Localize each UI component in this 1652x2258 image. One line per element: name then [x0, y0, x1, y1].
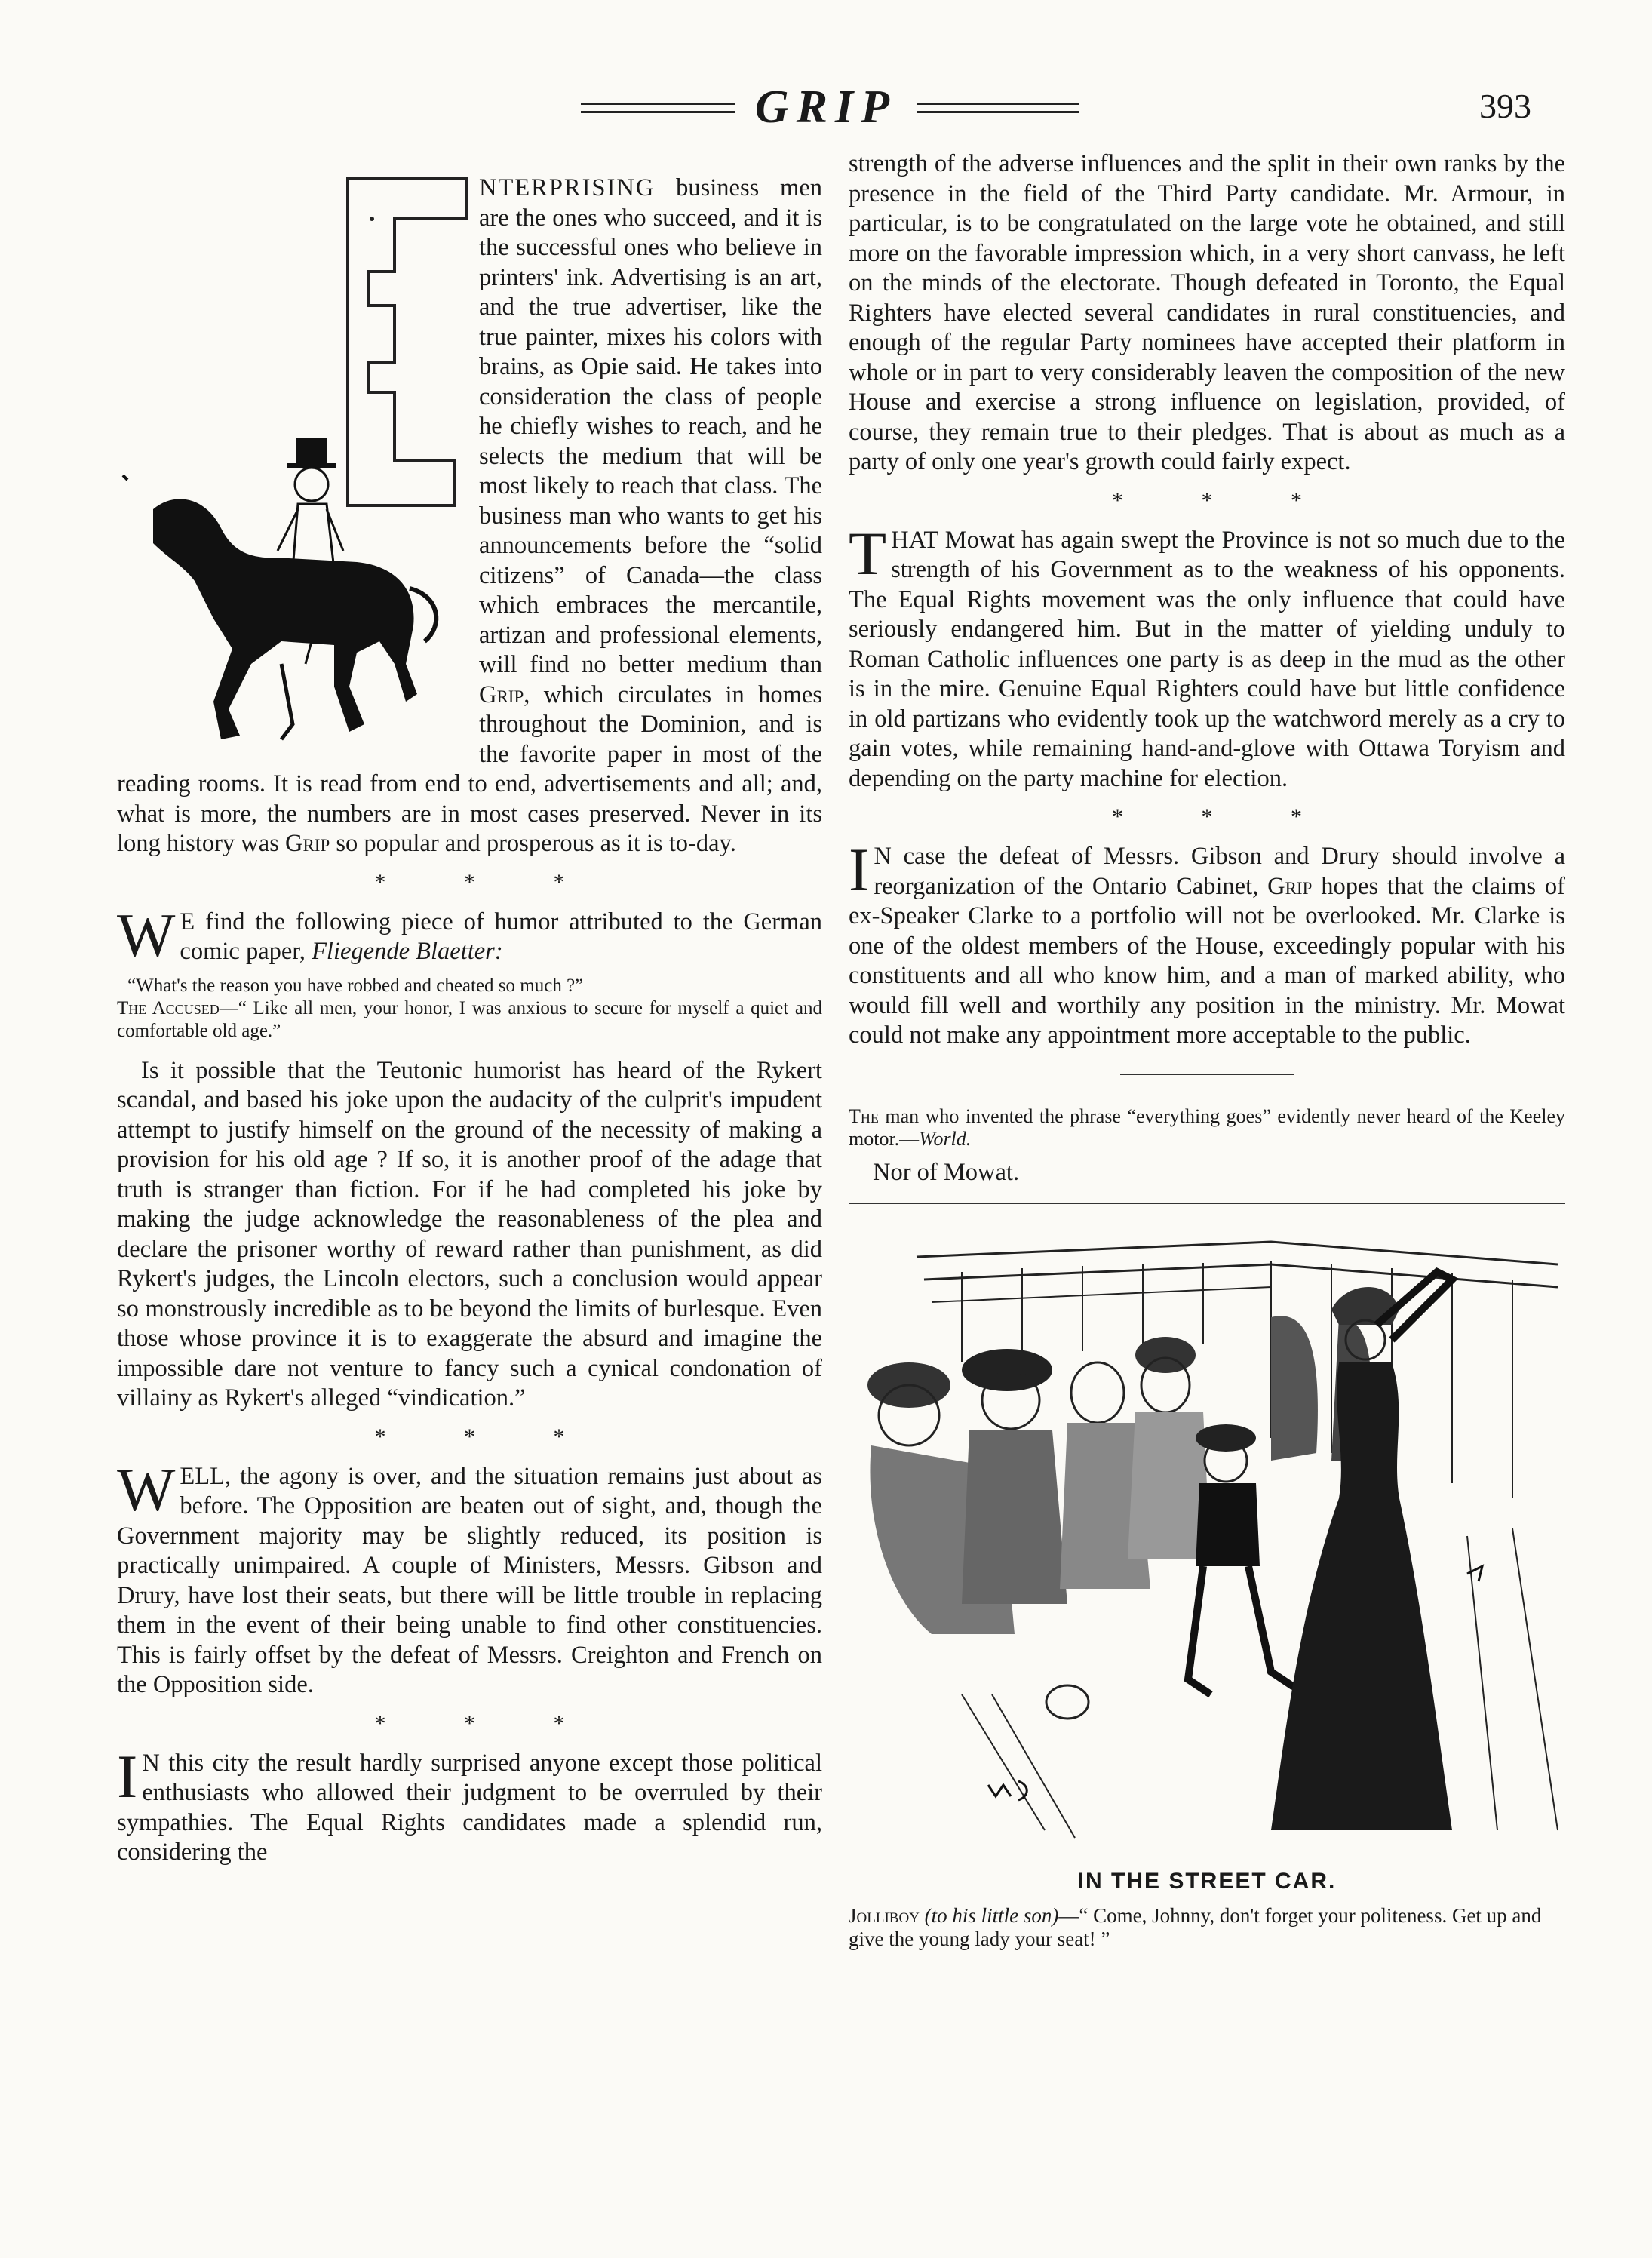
- masthead-rule-right: [917, 103, 1079, 113]
- street-car-illustration: [849, 1212, 1565, 1860]
- keeley-note: [849, 1105, 1565, 1151]
- mowat-text: HAT Mowat has again swept the Province is not so much due to the strength of his Government as to the weakness of his opponents. The Equal Rights movement was the only influence that could have seriously endangered him. But in the matter of yielding unduly to Roman Catholic influences one party is as deep in the mud as the other is in the mire. Genuine Equal Righters could have but little confidence in old partizans who evidently took up the watchword merely as a cry to gain votes, while remaining hand-and-glove with Ottawa Toryism and depending on the party machine for election.: [849, 526, 1565, 792]
- note-source: World.: [919, 1127, 972, 1150]
- clarke-paragraph: [849, 835, 1566, 1051]
- masthead-rule-left: [581, 103, 735, 113]
- section-divider-stars-2: * * *: [374, 1424, 601, 1449]
- humor-intro-paragraph: [117, 900, 822, 969]
- masthead: [581, 81, 1079, 134]
- page-number: 393: [1479, 87, 1531, 125]
- clarke-text-2: hopes that the claims of ex-Speaker Clarke to a portfolio will not be overlooked. Mr. Clarke is one of the oldest members of the House, exceedingly popular with his constituents and all who know him, and a man of marked ability, who would fill well and worthily any position in the ministry. Mr. Mowat could not make any appointment more acceptable to the public.: [849, 872, 1566, 1049]
- ad-lead-word: NTERPRISING: [479, 174, 656, 201]
- section-divider-stars-3: * * *: [374, 1710, 601, 1736]
- city-text: N this city the result hardly surprised anyone except those political enthusiasts who allowed their judgment to be overruled by their sympathies. The Equal Rights candidates made a splendid run, considering the: [117, 1749, 822, 1866]
- cartoon-speaker: Jolliboy: [849, 1903, 920, 1927]
- left-column: [117, 174, 822, 2218]
- short-divider-rule: [1120, 1074, 1294, 1075]
- quote-line-1: “What's the reason you have robbed and cheated so much ?”: [127, 975, 584, 996]
- section-divider-stars-4: * * *: [1112, 487, 1338, 513]
- section-divider-stars: * * *: [374, 869, 601, 895]
- cartoon-direction: (to his little son): [924, 1903, 1059, 1927]
- well-text: ELL, the agony is over, and the situation remains just about as before. The Opposition are beaten out of sight, and, though the Government majority may be slightly reduced, its position is practically unimpaired. A couple of Ministers, Messrs. Gibson and Drury, have lost their seats, but there will be little trouble in replacing them in the event of their being unable to find other constituencies. This is fairly offset by the defeat of Messrs. Creighton and French on the Opposition side.: [117, 1462, 822, 1698]
- quote-reply: —“ Like all men, your honor, I was anxious to secure for myself a quiet and comfortable old age.”: [117, 997, 822, 1041]
- cartoon-quote: —“ Come, Johnny, don't forget your politeness. Get up and give the young lady your seat! ”: [849, 1903, 1542, 1950]
- section-divider-stars-5: * * *: [1112, 804, 1338, 829]
- mowat-initial: T: [849, 518, 887, 588]
- well-initial: W: [117, 1455, 176, 1524]
- ad-text-3: so popular and prosperous as it is to-day.: [336, 830, 736, 857]
- quote-line-2: [117, 997, 822, 1043]
- ad-text-2: , which circulates in homes throughout the Dominion, and is the favorite paper in most of the reading rooms. It is read from end to end, advertisements and all; and, what is more, the numbers are in most cases preserved. Never in its long history was: [117, 680, 822, 857]
- clarke-initial: I: [849, 835, 870, 904]
- street-car-cartoon: [849, 1212, 1565, 1860]
- humor-initial: W: [117, 900, 176, 969]
- election-paragraph: [117, 1455, 822, 1700]
- city-initial: I: [117, 1741, 138, 1811]
- continued-paragraph: strength of the adverse influences and the split in their own ranks by the presence in the field of the Third Party candidate. Mr. Armour, in particular, is to be congratulated on the large vote he obtained, and still more on the favorable impression which, in a very short canvass, he left on the minds of the electorate. Though defeated in Toronto, the Equal Righters have elected several candidates in rural constituencies, and enough of the regular Party nominees have accepted their platform in whole or in part to very considerably leaven the composition of the new House and exercise a strong influence on legislation, provided, of course, they remain true to their pledges. That is about as much as a party of only one year's growth could fairly expect.: [849, 150, 1565, 475]
- rykert-paragraph: Is it possible that the Teutonic humorist has heard of the Rykert scandal, and based his joke upon the audacity of the culprit's impudent attempt to justify himself on the ground of the necessity of making a provision for his old age ? If so, it is another proof of the adage that truth is stranger than fiction. For if he had completed his joke by making the judge acknowledge the reasonableness of the plea and declare the prisoner worthy of reward rather than punishment, as did Rykert's judges, the Lincoln electors, such a conclusion would appear so monstrously incredible as to be beyond the limits of burlesque. Even those whose province it is to exaggerate the absurd and imagine the impossible dare not venture to fancy such a cynical condonation of villainy as Rykert's alleged “vindication.”: [117, 1056, 822, 1412]
- clarke-grip-mention: Grip: [1267, 872, 1313, 900]
- note-reply: Nor of Mowat.: [873, 1158, 1020, 1186]
- ad-text: business men are the ones who succeed, and it is the successful ones who believe in printers' ink. Advertising is an art, and the true advertiser, like the true painter, mixes his colors with brains, as Opie said. He takes into consideration the class of people he chiefly wishes to reach, and he selects the medium that will be most likely to reach that class. The business man who wants to get his announcements before the “solid citizens” of Canada—the class which embraces the mercantile, artizan and professional elements, will find no better medium than: [479, 174, 823, 678]
- page-header: [0, 81, 1652, 134]
- humor-paper-name: Fliegende Blaetter:: [312, 938, 503, 965]
- note-text: man who invented the phrase “everything goes” evidently never heard of the Keeley motor.—: [849, 1104, 1565, 1150]
- grip-mention-2: Grip: [284, 830, 330, 857]
- grip-mention: Grip: [479, 680, 524, 708]
- mowat-paragraph: [849, 518, 1565, 794]
- quote-block: [117, 975, 822, 1043]
- city-result-paragraph: [117, 1741, 822, 1868]
- clarke-text-1: N case the defeat of Messrs. Gibson and Drury should involve a reorganization of the Ontario Cabinet,: [874, 843, 1565, 900]
- cartoon-caption: IN THE STREET CAR.: [1077, 1869, 1337, 1894]
- quote-speaker: The Accused: [117, 997, 220, 1018]
- long-divider-rule: [849, 1203, 1565, 1204]
- ad-illustration-block: [108, 174, 470, 754]
- note-lead: The: [849, 1104, 879, 1127]
- horse-rider-illustration: [108, 438, 447, 754]
- right-column: [849, 149, 1565, 2217]
- cartoon-caption-text: [849, 1904, 1565, 1951]
- masthead-title: GRIP: [754, 81, 898, 133]
- humor-intro: E find the following piece of humor attributed to the German comic paper,: [180, 908, 822, 965]
